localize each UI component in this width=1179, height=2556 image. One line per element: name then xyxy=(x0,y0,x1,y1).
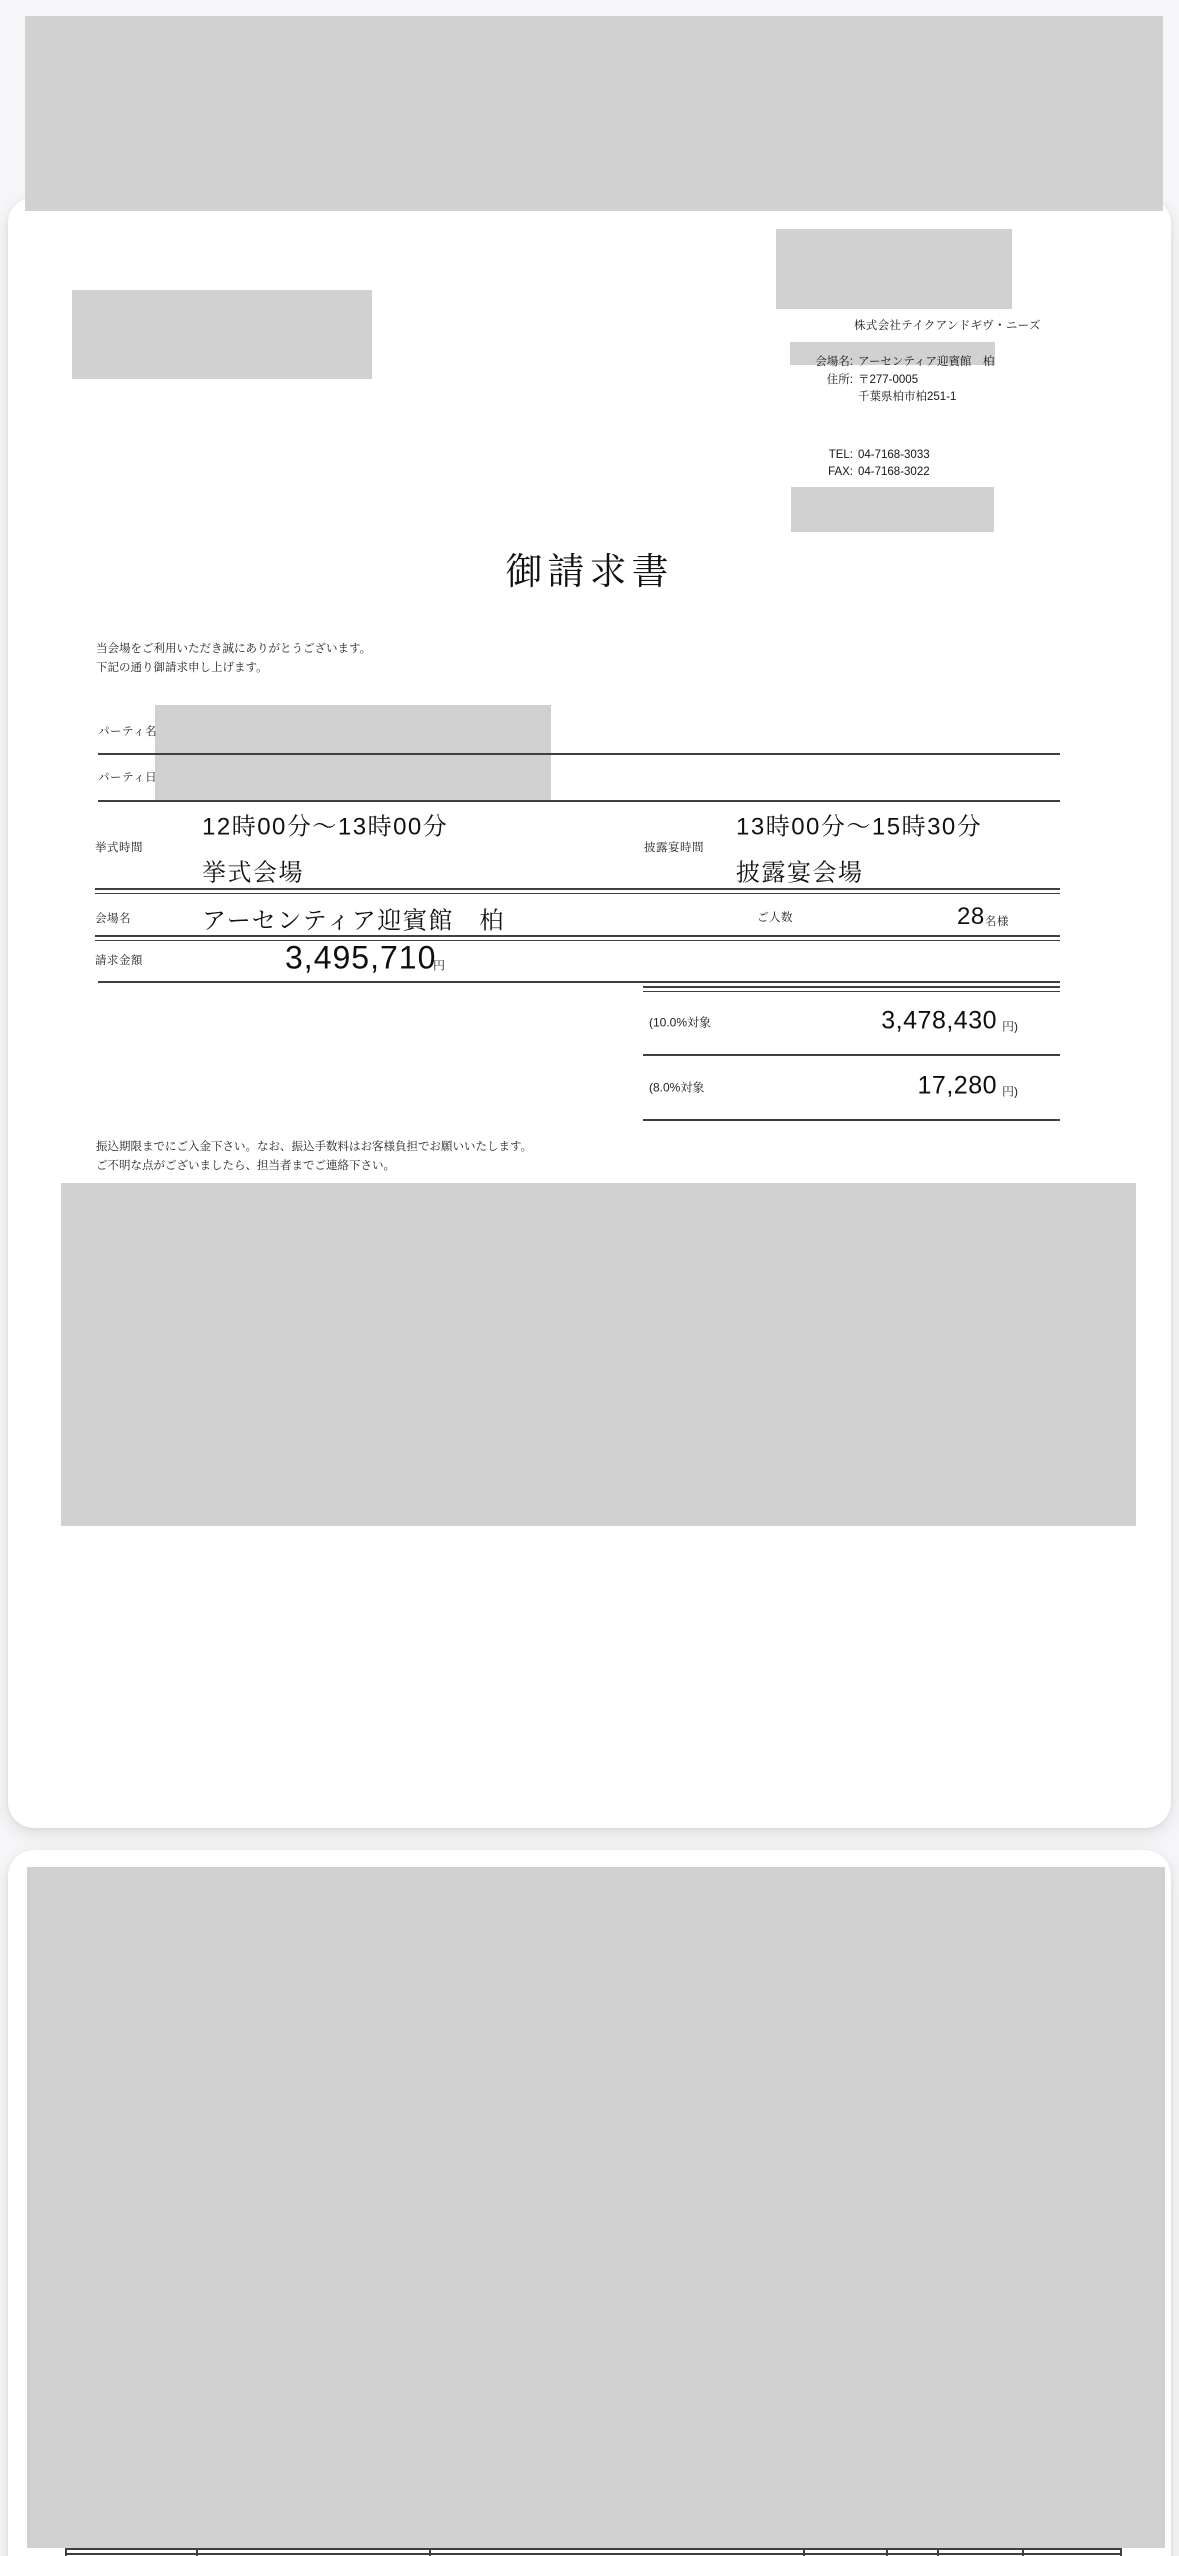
ceremony-time-value: 12時00分〜13時00分 xyxy=(202,813,449,841)
rule-tax-bottom xyxy=(643,1119,1060,1121)
payment-note-line-2: ご不明な点がございましたら、担当者までご連絡下さい。 xyxy=(96,1160,395,1172)
tax-row-8pct-label: (8.0%対象 xyxy=(649,1080,705,1095)
tax-row-10pct-label: (10.0%対象 xyxy=(649,1015,712,1030)
redacted-stamp-block xyxy=(791,487,994,532)
rule-under-billing xyxy=(98,981,1060,983)
sender-address2-row xyxy=(740,390,1060,404)
item-table-column-divider xyxy=(937,2548,939,2556)
double-rule-under-times xyxy=(95,888,1060,894)
double-rule-tax-top xyxy=(643,986,1060,992)
reception-time-label: 披露宴時間 xyxy=(644,842,704,854)
item-table-column-divider xyxy=(803,2548,805,2556)
payment-note-line-1: 振込期限までにご入金下さい。なお、振込手数料はお客様負担でお願いいたします。 xyxy=(96,1141,533,1153)
double-rule-under-venue xyxy=(95,935,1060,941)
party-name-label: パーティ名 xyxy=(98,726,158,738)
reception-venue-value: 披露宴会場 xyxy=(736,859,864,887)
billing-amount-value: 3,495,710 xyxy=(285,939,437,976)
item-table-column-divider xyxy=(429,2548,431,2556)
ceremony-time-label: 挙式時間 xyxy=(95,842,143,854)
item-table-top-rule xyxy=(65,2548,1122,2550)
sender-address-row xyxy=(740,373,1060,387)
sender-address-label: 住所: xyxy=(826,374,853,386)
party-date-label: パーティ日 xyxy=(98,772,158,784)
venue-name-value: アーセンティア迎賓館 柏 xyxy=(202,907,505,935)
sender-tel-label: TEL: xyxy=(828,449,853,461)
guests-count: 28 xyxy=(957,903,985,930)
item-table-column-divider xyxy=(65,2548,67,2556)
guests-label: ご人数 xyxy=(757,912,793,924)
sender-venue-label: 会場名: xyxy=(815,356,853,368)
tax-row-10pct-amount: 3,478,430 xyxy=(881,1006,997,1035)
item-table-column-divider xyxy=(196,2548,198,2556)
payment-notes xyxy=(96,1138,532,1176)
sender-venue-row xyxy=(740,355,1060,369)
tax-row-10pct-suffix: 円) xyxy=(1002,1019,1018,1034)
rule-under-party-name xyxy=(98,753,1060,755)
guests-unit: 名様 xyxy=(985,916,1009,928)
redacted-addressee-block xyxy=(72,290,372,379)
sender-tel-row xyxy=(740,448,1060,462)
tax-row-8pct-amount: 17,280 xyxy=(917,1071,997,1100)
item-table-column-divider xyxy=(1120,2548,1122,2556)
sender-postal-code: 〒277-0005 xyxy=(858,374,919,386)
sender-tel-value: 04-7168-3033 xyxy=(858,449,930,461)
sender-address-line: 千葉県柏市柏251-1 xyxy=(858,391,957,403)
sender-company-name: 株式会社テイクアンドギヴ・ニーズ xyxy=(854,320,1041,332)
reception-time-value: 13時00分〜15時30分 xyxy=(736,813,983,841)
tax-row-8pct-suffix: 円) xyxy=(1002,1084,1018,1099)
rule-tax-middle xyxy=(643,1054,1060,1056)
item-table-column-divider xyxy=(886,2548,888,2556)
redacted-recipient-block xyxy=(776,229,1012,309)
venue-name-label: 会場名 xyxy=(95,913,131,925)
redacted-top-block xyxy=(25,16,1163,211)
billing-amount-unit: 円 xyxy=(433,958,446,973)
redacted-page2-block xyxy=(27,1867,1165,2548)
item-table-header-rule xyxy=(65,2553,1122,2555)
document-title: 御請求書 xyxy=(505,551,674,592)
item-table-column-divider xyxy=(1022,2548,1024,2556)
ceremony-venue-value: 挙式会場 xyxy=(202,859,304,887)
sender-fax-value: 04-7168-3022 xyxy=(858,466,930,478)
sender-venue-value: アーセンティア迎賓館 柏 xyxy=(858,356,995,368)
redacted-bank-details-block xyxy=(61,1183,1136,1526)
billing-amount-label: 請求金額 xyxy=(95,955,143,967)
invoice-page-1[interactable] xyxy=(8,197,1171,1828)
rule-under-party-date xyxy=(98,800,1060,802)
invoice-page-2[interactable] xyxy=(8,1850,1171,2556)
greeting-line-1: 当会場をご利用いただき誠にありがとうございます。 xyxy=(96,643,372,655)
greeting-line-2: 下記の通り御請求申し上げます。 xyxy=(96,662,268,674)
sender-fax-label: FAX: xyxy=(828,466,853,478)
sender-fax-row xyxy=(740,465,1060,479)
greeting-text xyxy=(96,640,371,678)
